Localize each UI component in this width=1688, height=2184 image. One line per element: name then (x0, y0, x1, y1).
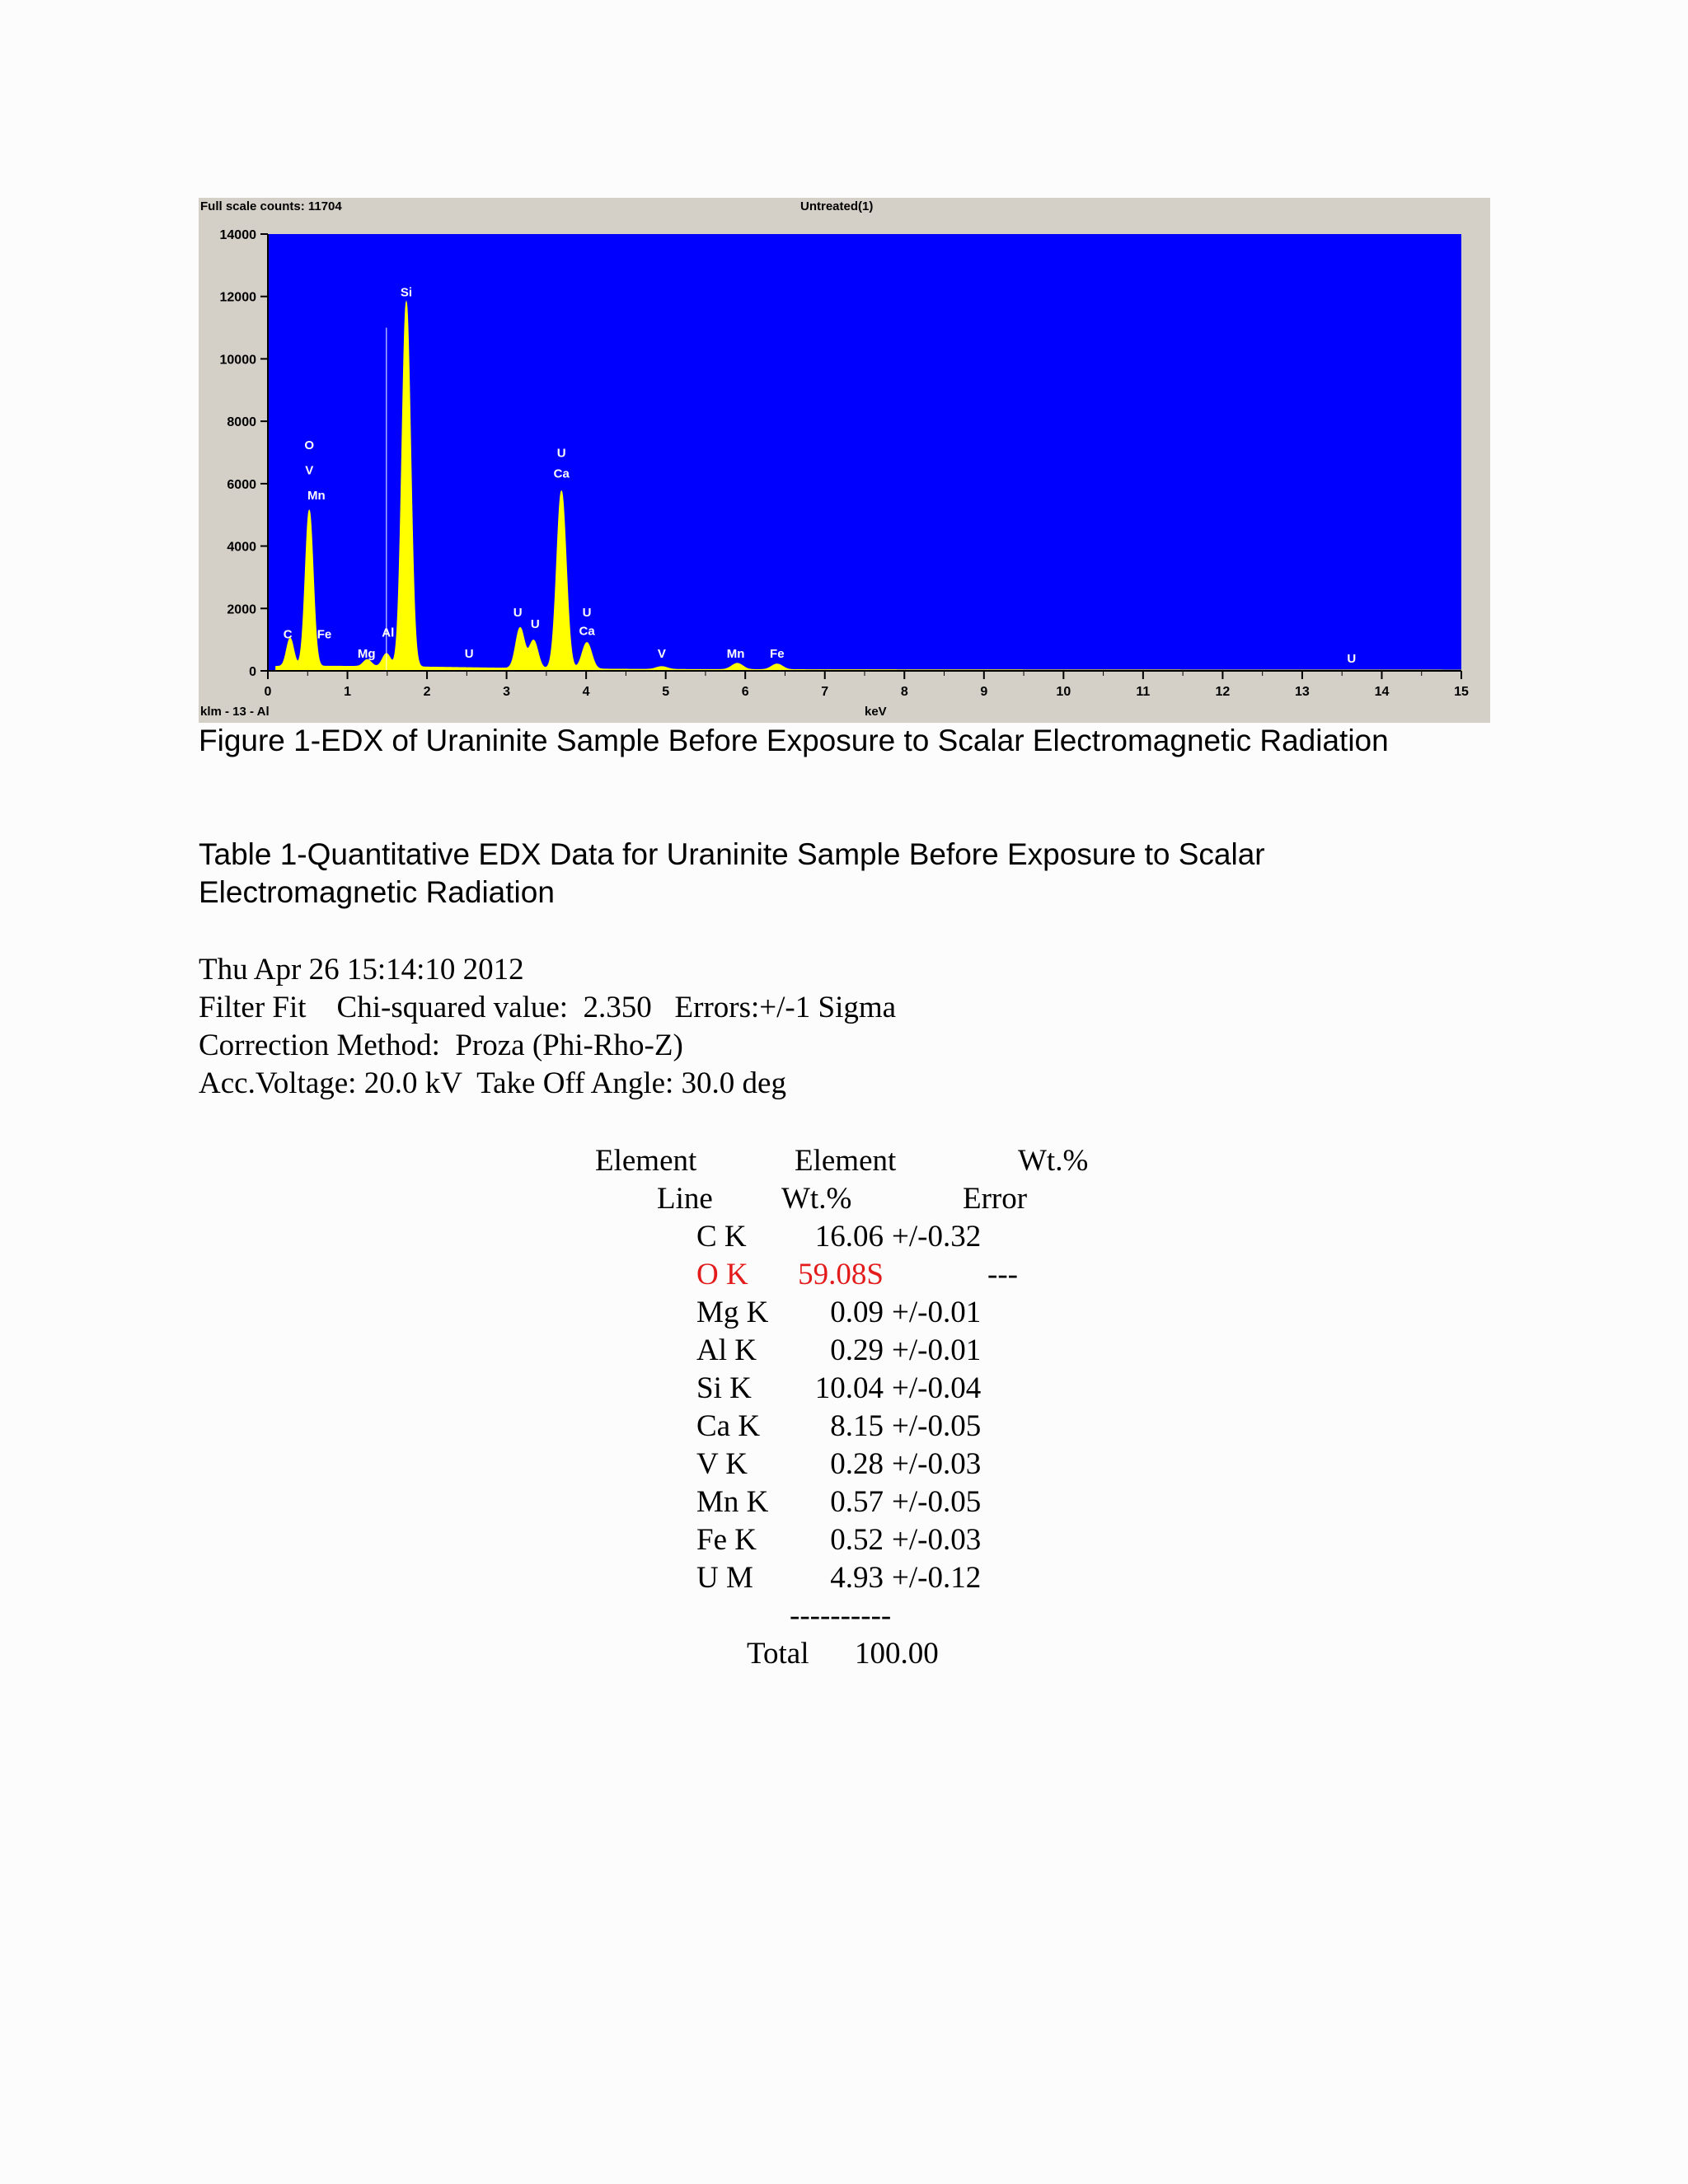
row-wt: 4.93 (830, 1561, 884, 1595)
x-tick-label: 1 (344, 685, 351, 699)
row-line: Si K (696, 1371, 752, 1405)
row-line: U M (696, 1561, 753, 1595)
y-tick-label: 2000 (227, 602, 256, 617)
peak-label: U (513, 605, 523, 620)
peak-label: V (305, 463, 314, 478)
chart-title: Untreated(1) (800, 199, 874, 213)
table-header-element-wt: Element (795, 1144, 897, 1178)
row-wt: 59.08S (798, 1258, 884, 1291)
row-error: +/-0.01 (892, 1296, 982, 1329)
x-tick-label: 3 (503, 685, 511, 699)
x-tick-label: 10 (1056, 685, 1071, 699)
y-tick-label: 14000 (219, 228, 256, 242)
row-error: +/-0.04 (892, 1371, 982, 1405)
x-tick-label: 14 (1374, 685, 1390, 699)
row-wt: 0.29 (830, 1333, 884, 1367)
row-error: +/-0.03 (892, 1447, 982, 1481)
x-tick-label: 12 (1215, 685, 1231, 699)
x-tick-label: 7 (821, 685, 829, 699)
row-error: +/-0.03 (892, 1523, 982, 1557)
x-tick-label: 4 (582, 685, 590, 699)
row-line: C K (696, 1220, 747, 1254)
row-wt: 10.04 (814, 1371, 884, 1405)
fit-info: Filter Fit Chi-squared value: 2.350 Errors:+/-1 Sigma (199, 991, 897, 1024)
peak-label: Ca (579, 624, 595, 639)
peak-label: Fe (770, 647, 785, 662)
table-header-wt-pct: Wt.% (781, 1182, 852, 1216)
row-line: Mn K (696, 1485, 769, 1519)
x-tick-label: 6 (741, 685, 749, 699)
sample-label: klm - 13 - Al (200, 705, 270, 719)
row-line: V K (696, 1447, 748, 1481)
row-line: Al K (696, 1333, 757, 1367)
table-separator: ---------- (790, 1599, 892, 1633)
analysis-date: Thu Apr 26 15:14:10 2012 (199, 953, 524, 987)
y-tick-label: 8000 (227, 415, 256, 430)
row-error: +/-0.05 (892, 1485, 982, 1519)
row-error: --- (987, 1258, 1018, 1291)
peak-label: U (556, 446, 566, 461)
x-tick-label: 9 (980, 685, 988, 699)
acc-voltage: Acc.Voltage: 20.0 kV Take Off Angle: 30.0 deg (199, 1066, 786, 1100)
peak-label: Si (400, 285, 413, 300)
peak-label: U (582, 605, 592, 620)
x-tick-label: 5 (662, 685, 670, 699)
row-wt: 8.15 (830, 1409, 884, 1443)
table-header-error: Error (963, 1182, 1028, 1216)
row-error: +/-0.32 (892, 1220, 982, 1254)
peak-label: V (657, 647, 666, 662)
x-tick-label: 13 (1295, 685, 1310, 699)
x-axis-label: keV (865, 705, 887, 719)
row-error: +/-0.01 (892, 1333, 982, 1367)
peak-label: Fe (316, 627, 332, 642)
total-label: Total (747, 1637, 809, 1671)
peak-label: Ca (553, 466, 570, 481)
y-tick-label: 12000 (219, 290, 256, 305)
row-error: +/-0.05 (892, 1409, 982, 1443)
table-caption: Table 1-Quantitative EDX Data for Uraninite Sample Before Exposure to Scalar Electromagnetic Radiation (199, 837, 1265, 909)
edx-spectrum-chart (199, 198, 1490, 723)
row-line: O K (696, 1258, 748, 1291)
x-tick-label: 0 (264, 685, 272, 699)
plot-area (268, 234, 1461, 671)
x-tick-label: 2 (423, 685, 431, 699)
peak-label: U (1347, 651, 1357, 666)
total-value: 100.00 (855, 1637, 939, 1671)
peak-label: C (283, 627, 293, 642)
row-line: Ca K (696, 1409, 761, 1443)
row-wt: 0.52 (830, 1523, 884, 1557)
x-tick-label: 11 (1136, 685, 1151, 699)
x-tick-label: 8 (900, 685, 908, 699)
correction-method: Correction Method: Proza (Phi-Rho-Z) (199, 1029, 683, 1062)
figure-caption: Figure 1-EDX of Uraninite Sample Before Exposure to Scalar Electromagnetic Radiation (199, 724, 1389, 757)
y-tick-label: 0 (249, 665, 256, 679)
x-tick-label: 15 (1454, 685, 1469, 699)
peak-label: Mn (726, 647, 745, 662)
peak-label: Mg (357, 647, 376, 662)
peak-label: O (304, 438, 315, 453)
y-tick-label: 6000 (227, 477, 256, 492)
row-wt: 0.28 (830, 1447, 884, 1481)
peak-label: Al (382, 626, 395, 640)
y-tick-label: 10000 (219, 353, 256, 368)
table-header-element: Element (595, 1144, 697, 1178)
full-scale-label: Full scale counts: 11704 (200, 199, 342, 213)
peak-label: U (464, 647, 474, 662)
row-error: +/-0.12 (892, 1561, 982, 1595)
y-tick-label: 4000 (227, 540, 256, 555)
row-line: Fe K (696, 1523, 757, 1557)
table-header-wt: Wt.% (1018, 1144, 1089, 1178)
peak-label: Mn (307, 488, 326, 503)
row-line: Mg K (696, 1296, 769, 1329)
row-wt: 0.09 (830, 1296, 884, 1329)
row-wt: 0.57 (830, 1485, 884, 1519)
row-wt: 16.06 (814, 1220, 884, 1254)
peak-label: U (530, 617, 540, 632)
table-header-line: Line (657, 1182, 713, 1216)
